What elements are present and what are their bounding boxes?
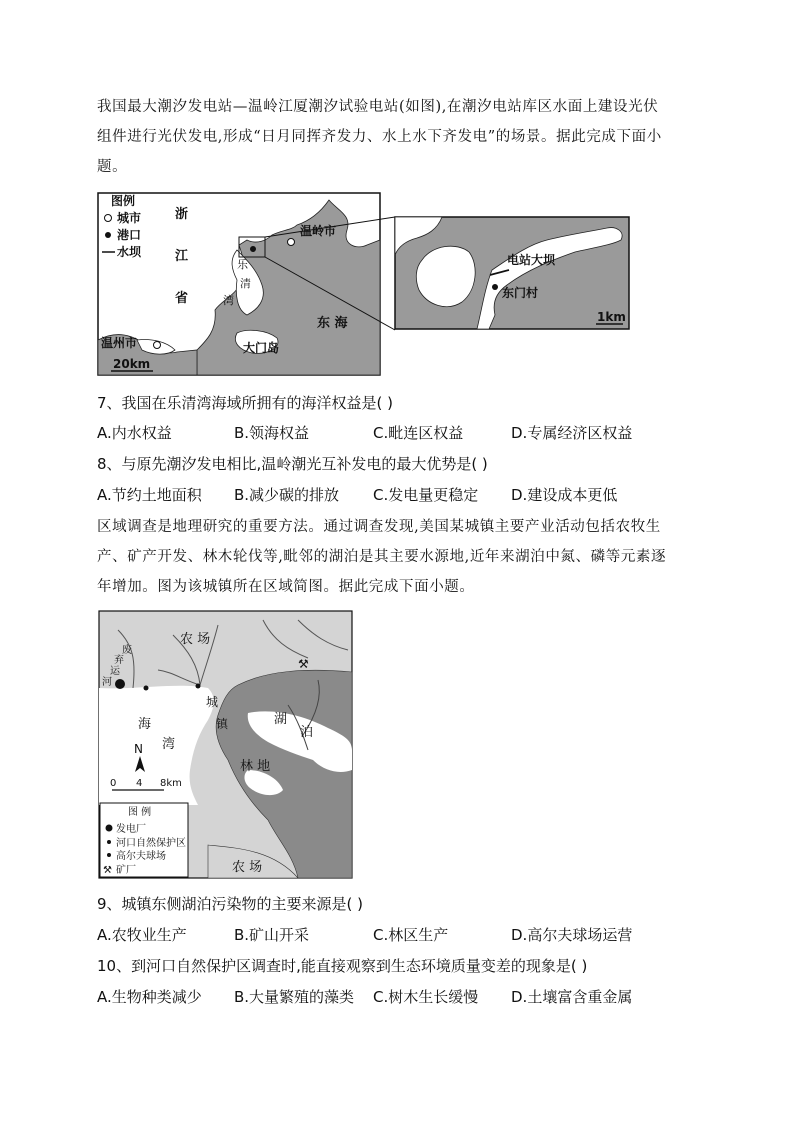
passage-2-line-1: 区域调查是地理研究的重要方法。通过调查发现,美国某城镇主要产业活动包括农牧生 [97, 519, 661, 535]
legend-golf: 高尔夫球场 [116, 851, 166, 862]
question-8-stem: 8、与原先潮汐发电相比,温岭潮光互补发电的最大优势是( ) [97, 455, 488, 473]
q10-option-c[interactable]: C.树木生长缓慢 [373, 988, 479, 1006]
bay-char-2: 清 [240, 277, 251, 290]
legend-golf-icon [107, 853, 111, 857]
canal-char-1: 废 [122, 645, 132, 656]
golf-course-marker [196, 684, 201, 689]
bay-char-1: 海 [138, 717, 152, 732]
legend-mine-icon: ⚒ [103, 865, 112, 876]
island-label: 大门岛 [243, 341, 280, 355]
estuary-reserve-marker [144, 686, 149, 691]
map2-scale-4: 4 [136, 778, 143, 789]
map1-scale-label: 20km [113, 357, 151, 371]
passage-1-line-3: 题。 [97, 159, 128, 175]
province-char-2: 江 [175, 249, 189, 264]
question-10-stem: 10、到河口自然保护区调查时,能直接观察到生态环境质量变差的现象是( ) [97, 957, 588, 975]
canal-char-3: 运 [110, 666, 120, 677]
q7-option-b[interactable]: B.领海权益 [234, 424, 310, 442]
town-char-1: 城 [206, 695, 219, 709]
q7-option-c[interactable]: C.毗连区权益 [373, 424, 464, 442]
q9-option-a[interactable]: A.农牧业生产 [97, 926, 187, 944]
province-char-1: 浙 [175, 207, 189, 222]
map-tidal-power-station [97, 190, 697, 380]
map2-scale-0: 0 [110, 778, 117, 789]
legend-reserve: 河口自然保护区 [116, 838, 186, 849]
port-icon [105, 232, 111, 238]
lake-char-1: 湖 [274, 712, 288, 727]
question-7-stem: 7、我国在乐清湾海域所拥有的海洋权益是( ) [97, 394, 394, 412]
legend-mine: 矿厂 [116, 865, 136, 876]
q8-option-a[interactable]: A.节约土地面积 [97, 486, 202, 504]
lake-char-2: 泊 [300, 725, 314, 740]
map1-legend-title: 图例 [111, 194, 136, 208]
province-char-3: 省 [175, 291, 189, 306]
passage-2-line-2: 产、矿产开发、林木轮伐等,毗邻的湖泊是其主要水源地,近年来湖泊中氮、磷等元素逐 [97, 549, 667, 565]
village-marker [492, 284, 498, 290]
town-char-2: 镇 [216, 717, 229, 731]
forest-label: 林 地 [240, 759, 271, 774]
passage-2 [97, 512, 697, 602]
q10-option-a[interactable]: A.生物种类减少 [97, 988, 202, 1006]
city-wenzhou: 温州市 [101, 336, 138, 350]
inset-dam-label: 电站大坝 [507, 253, 556, 267]
bay-char-1: 乐 [237, 258, 248, 271]
passage-1-line-2: 组件进行光伏发电,形成“日月同挥齐发力、水上水下齐发电”的场景。据此完成下面小 [97, 129, 662, 145]
passage-1-line-1: 我国最大潮汐发电站—温岭江厦潮汐试验电站(如图),在潮汐电站库区水面上建设光伏 [97, 99, 659, 115]
q7-option-d[interactable]: D.专属经济区权益 [511, 424, 633, 442]
q7-option-a[interactable]: A.内水权益 [97, 424, 172, 442]
city-marker-wenzhou [154, 342, 161, 349]
bay-char-3: 湾 [223, 294, 234, 307]
q10-option-b[interactable]: B.大量繁殖的藻类 [234, 988, 355, 1006]
map-town-region [98, 610, 354, 880]
city-wenling: 温岭市 [300, 224, 337, 238]
question-9-stem: 9、城镇东侧湖泊污染物的主要来源是( ) [97, 895, 364, 913]
q8-option-c[interactable]: C.发电量更稳定 [373, 486, 479, 504]
mine-icon: ⚒ [298, 657, 309, 671]
map1-legend-city: 城市 [117, 211, 142, 225]
q9-option-b[interactable]: B.矿山开采 [234, 926, 310, 944]
inset-scale-label: 1km [597, 310, 626, 324]
legend-power-plant-icon [106, 825, 113, 832]
city-marker-wenling [288, 239, 295, 246]
farm-top-label: 农 场 [180, 632, 211, 647]
passage-2-line-3: 年增加。图为该城镇所在区域简图。据此完成下面小题。 [97, 579, 475, 595]
q10-option-d[interactable]: D.土壤富含重金属 [511, 988, 633, 1006]
q9-option-c[interactable]: C.林区生产 [373, 926, 449, 944]
q8-option-d[interactable]: D.建设成本更低 [511, 486, 618, 504]
map1-legend-dam: 水坝 [117, 245, 142, 259]
north-label: N [134, 742, 143, 756]
inset-village-label: 东门村 [502, 286, 539, 300]
map1-legend-port: 港口 [117, 228, 142, 242]
passage-1 [97, 92, 697, 182]
legend-reserve-icon [107, 840, 111, 844]
port-marker [250, 246, 256, 252]
city-icon [105, 215, 112, 222]
bay-char-2: 湾 [162, 737, 176, 752]
farm-bottom-label: 农 场 [232, 860, 263, 875]
power-plant-icon [115, 679, 125, 689]
map2-scale-8: 8km [160, 778, 182, 789]
map2-legend-title: 图 例 [128, 807, 152, 818]
legend-power-plant: 发电厂 [116, 824, 146, 835]
q9-option-d[interactable]: D.高尔夫球场运营 [511, 926, 633, 944]
sea-label: 东 海 [317, 316, 348, 331]
q8-option-b[interactable]: B.减少碳的排放 [234, 486, 340, 504]
canal-char-4: 河 [102, 677, 112, 688]
canal-char-2: 弃 [114, 655, 124, 666]
